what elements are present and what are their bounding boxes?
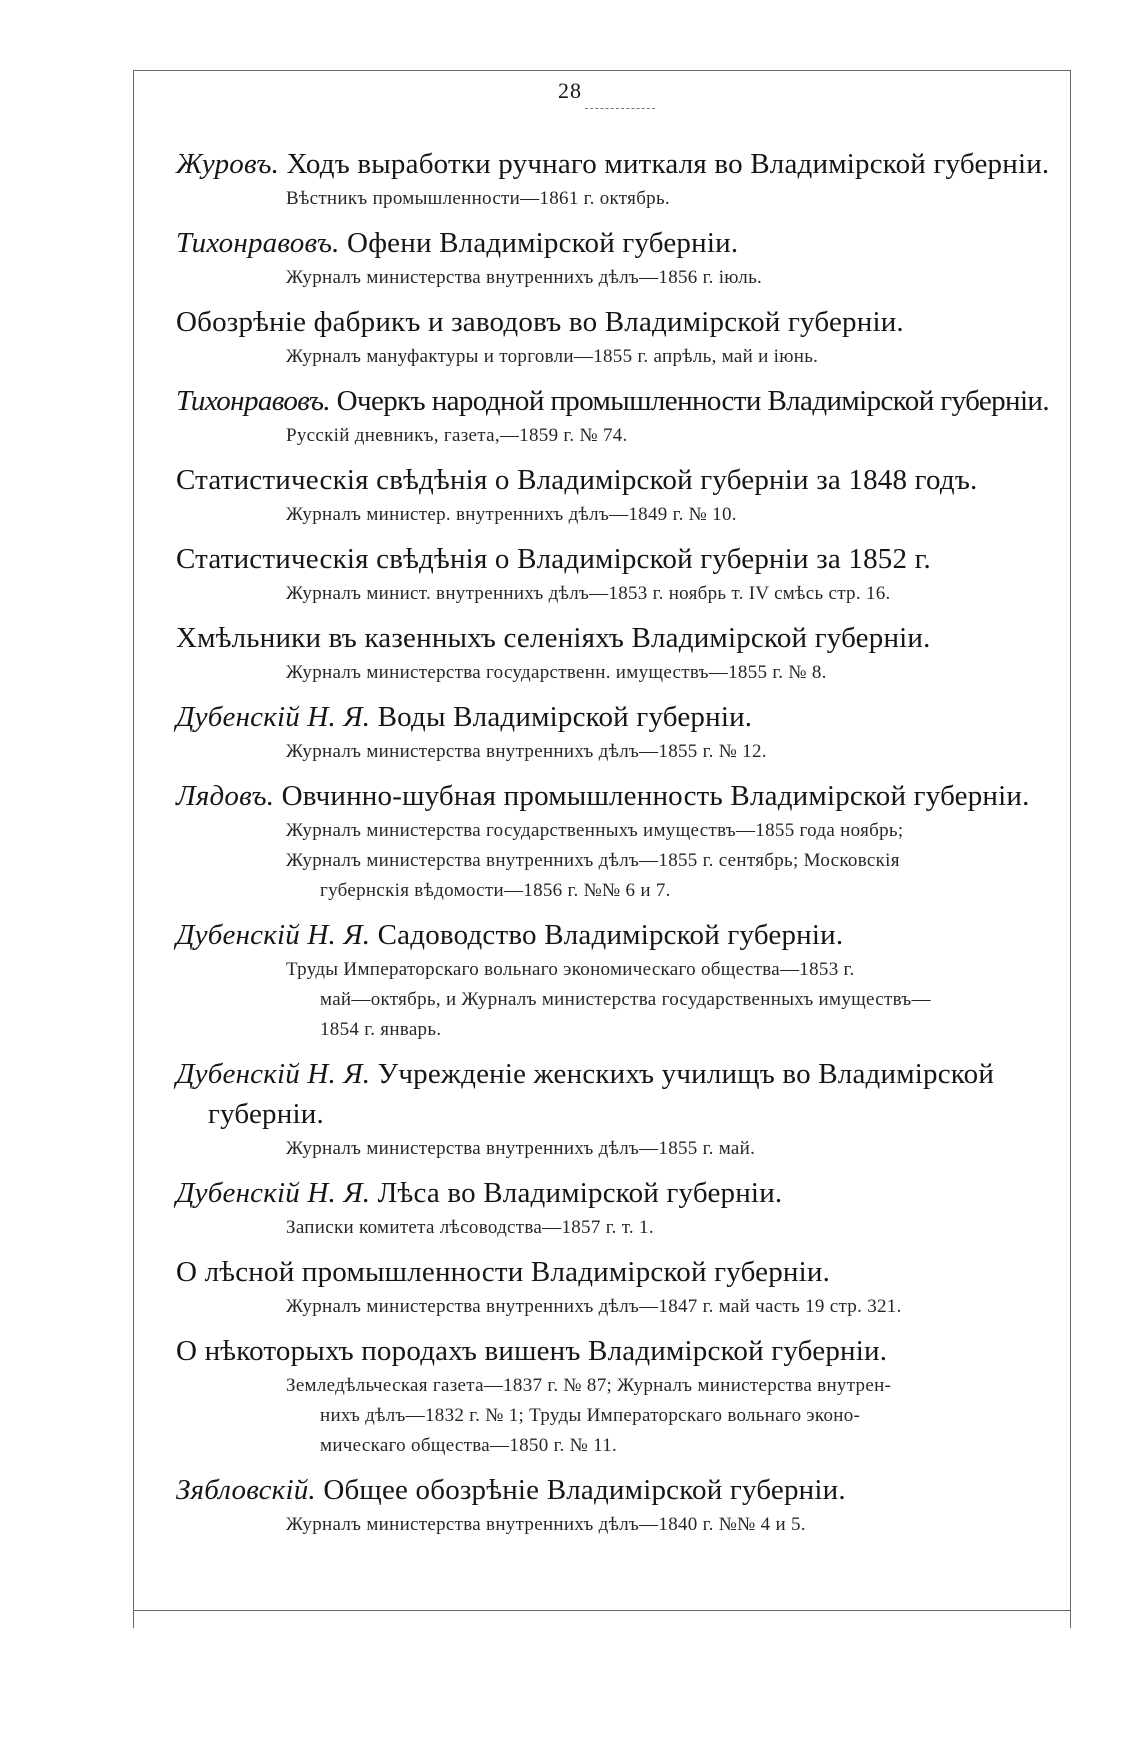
entry-author: Тихонравовъ. [176, 385, 330, 417]
bibliography-entry [176, 776, 1056, 906]
entry-source [176, 1213, 1056, 1243]
entry-source [176, 421, 1056, 451]
page-number: 28 [558, 78, 582, 103]
entry-author: Дубенскій Н. Я. [176, 701, 371, 733]
page-frame-top [133, 70, 1071, 71]
entry-heading [176, 1054, 1056, 1134]
bibliography-entry [176, 302, 1056, 372]
entry-heading [176, 144, 1056, 184]
entry-title: Очеркъ народной промышленности Владимірской губерніи. [336, 385, 1049, 417]
entry-heading [176, 539, 1056, 579]
bibliography-entry [176, 697, 1056, 767]
entry-title: Статистическія свѣдѣнія о Владимірской губерніи за 1848 годъ. [176, 464, 978, 496]
entry-source-line: Труды Императорскаго вольнаго экономическаго общества—1853 г. [286, 959, 855, 980]
entry-author: Дубенскій Н. Я. [176, 1058, 371, 1090]
entry-source-line: май—октябрь, и Журналъ министерства государственныхъ имуществъ— [320, 989, 931, 1010]
entry-title: О лѣсной промышленности Владимірской губерніи. [176, 1256, 831, 1288]
entry-heading [176, 460, 1056, 500]
entry-source-line: Журналъ министерства внутреннихъ дѣлъ—1847 г. май часть 19 стр. 321. [286, 1296, 902, 1317]
entry-source-line: Журналъ министерства государственныхъ имуществъ—1855 года ноябрь; [286, 820, 904, 841]
entry-source-line: Журналъ министерства внутреннихъ дѣлъ—1840 г. №№ 4 и 5. [286, 1514, 806, 1535]
entry-title: Лѣса во Владимірской губерніи. [377, 1177, 783, 1209]
entry-title: Учрежденіе женскихъ училищъ во Владимірской губерніи. [208, 1058, 995, 1130]
entry-source-line: губернскія вѣдомости—1856 г. №№ 6 и 7. [320, 880, 671, 901]
entry-source-line: Вѣстникъ промышленности—1861 г. октябрь. [286, 188, 670, 209]
entry-heading [176, 1470, 1056, 1510]
entry-source-line: Журналъ минист. внутреннихъ дѣлъ—1853 г. ноябрь т. IV смѣсь стр. 16. [286, 583, 891, 604]
entry-source [176, 1134, 1056, 1164]
entry-heading [176, 697, 1056, 737]
entry-source [176, 658, 1056, 688]
entry-source-line: Журналъ министерства внутреннихъ дѣлъ—1855 г. № 12. [286, 741, 767, 762]
entry-author: Тихонравовъ. [176, 227, 340, 259]
entry-source [176, 955, 1056, 1045]
entry-source [176, 1292, 1056, 1322]
entry-heading [176, 302, 1056, 342]
entry-source-line: Русскій дневникъ, газета,—1859 г. № 74. [286, 425, 628, 446]
page-frame-right [1070, 70, 1071, 1628]
entry-heading [176, 776, 1056, 816]
bibliography-entry [176, 1470, 1056, 1540]
entry-source [176, 500, 1056, 530]
entry-source-line: Журналъ министерства внутреннихъ дѣлъ—1855 г. май. [286, 1138, 756, 1159]
entry-source [176, 816, 1056, 906]
bibliography-entry [176, 1252, 1056, 1322]
bibliography-entry [176, 1331, 1056, 1461]
entry-source [176, 579, 1056, 609]
entry-source [176, 263, 1056, 293]
entry-source [176, 184, 1056, 214]
entry-heading [176, 1252, 1056, 1292]
entry-title: О нѣкоторыхъ породахъ вишенъ Владимірской губерніи. [176, 1335, 888, 1367]
bibliography-entry [176, 144, 1056, 214]
bibliography-entry [176, 1054, 1056, 1164]
entry-source-line: Журналъ мануфактуры и торговли—1855 г. апрѣль, май и іюнь. [286, 346, 819, 367]
entry-heading [176, 915, 1056, 955]
entry-heading [176, 1331, 1056, 1371]
entry-source-line: Записки комитета лѣсоводства—1857 г. т. 1. [286, 1217, 654, 1238]
entry-source-line: нихъ дѣлъ—1832 г. № 1; Труды Императорскаго вольнаго эконо- [320, 1405, 861, 1426]
bibliography-entry [176, 539, 1056, 609]
bibliography-entry [176, 1173, 1056, 1243]
entry-author: Зябловскій. [176, 1474, 316, 1506]
entry-source-line: Земледѣльческая газета—1837 г. № 87; Журналъ министерства внутрен- [286, 1375, 892, 1396]
entry-title: Общее обозрѣніе Владимірской губерніи. [323, 1474, 846, 1506]
entry-source-line: Журналъ министерства внутреннихъ дѣлъ—1855 г. сентябрь; Московскія [286, 850, 900, 871]
entry-heading [176, 1173, 1056, 1213]
page-frame-bottom [133, 1610, 1071, 1611]
entry-heading [176, 223, 1056, 263]
entry-author: Лядовъ. [176, 780, 275, 812]
entry-title: Офени Владимірской губерніи. [347, 227, 739, 259]
bibliography-entry [176, 381, 1056, 451]
entry-source [176, 342, 1056, 372]
entry-author: Журовъ. [176, 148, 280, 180]
bibliography-entry [176, 618, 1056, 688]
entry-source-line: Журналъ министерства внутреннихъ дѣлъ—1856 г. іюль. [286, 267, 763, 288]
entry-source [176, 737, 1056, 767]
entry-source-line: Журналъ министер. внутреннихъ дѣлъ—1849 г. № 10. [286, 504, 737, 525]
page-frame-left [133, 70, 134, 1628]
entry-title: Воды Владимірской губерніи. [377, 701, 753, 733]
entry-title: Ходъ выработки ручнаго миткаля во Владимірской губерніи. [286, 148, 1050, 180]
entry-heading [176, 381, 1056, 421]
bibliography-entry [176, 915, 1056, 1045]
bibliography-entry [176, 460, 1056, 530]
entry-title: Овчинно-шубная промышленность Владимірской губерніи. [281, 780, 1030, 812]
entry-author: Дубенскій Н. Я. [176, 1177, 371, 1209]
entry-title: Садоводство Владимірской губерніи. [377, 919, 844, 951]
entry-title: Статистическія свѣдѣнія о Владимірской губерніи за 1852 г. [176, 543, 931, 575]
entry-source-line: Журналъ министерства государственн. имуществъ—1855 г. № 8. [286, 662, 827, 683]
entry-title: Обозрѣніе фабрикъ и заводовъ во Владимірской губерніи. [176, 306, 904, 338]
entry-source [176, 1510, 1056, 1540]
entry-heading [176, 618, 1056, 658]
page-number-rule [585, 108, 655, 109]
entry-source [176, 1371, 1056, 1461]
entry-source-line: 1854 г. январь. [320, 1019, 442, 1040]
entry-author: Дубенскій Н. Я. [176, 919, 371, 951]
entry-title: Хмѣльники въ казенныхъ селеніяхъ Владимірской губерніи. [176, 622, 931, 654]
bibliography-list [176, 144, 1056, 1549]
entry-source-line: мическаго общества—1850 г. № 11. [320, 1435, 618, 1456]
bibliography-entry [176, 223, 1056, 293]
